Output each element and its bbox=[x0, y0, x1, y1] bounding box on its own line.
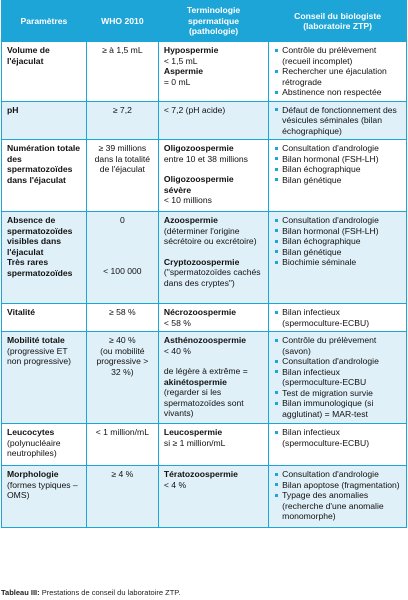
advice-cell bbox=[269, 212, 407, 304]
advice-item: Rechercher une éjaculation rétrograde bbox=[274, 66, 401, 87]
advice-cell bbox=[269, 466, 407, 528]
pathology-detail: entre 10 et 38 millions bbox=[163, 153, 248, 164]
advice-cell bbox=[269, 140, 407, 212]
advice-item: Consultation d'andrologie bbox=[274, 356, 401, 367]
who-cell bbox=[86, 424, 158, 466]
param-title: Absence de spermatozoïdes visibles dans l'éjaculat bbox=[7, 215, 73, 257]
advice-item: Bilan échographique bbox=[274, 164, 401, 175]
param-cell bbox=[2, 42, 87, 102]
pathology-term: Tératozoospermie bbox=[163, 469, 238, 479]
param-title-secondary: Très rares spermatozoïdes bbox=[7, 257, 73, 278]
pathology-term: Aspermie bbox=[163, 66, 204, 76]
table-row bbox=[2, 332, 407, 424]
caption-label: Tableau III: bbox=[1, 588, 40, 597]
param-title: Morphologie bbox=[7, 469, 59, 479]
advice-cell bbox=[269, 304, 407, 332]
who-value bbox=[92, 246, 153, 256]
who-cell bbox=[86, 466, 158, 528]
advice-item: Bilan échographique bbox=[274, 236, 401, 247]
spacer bbox=[164, 356, 263, 366]
advice-list bbox=[274, 215, 401, 268]
pathology-detail: < 10 millions bbox=[163, 195, 212, 205]
pathology-detail: si ≥ 1 million/mL bbox=[163, 437, 226, 448]
pathology-detail: < 4 % bbox=[163, 479, 187, 490]
param-title: Volume de l'éjaculat bbox=[7, 45, 50, 66]
who-value: (ou mobilité progressive > 32 %) bbox=[96, 345, 149, 377]
table-row bbox=[2, 424, 407, 466]
advice-item: Abstinence non respectée bbox=[274, 87, 401, 98]
pathology-detail: = 0 mL bbox=[163, 76, 191, 87]
terminology-cell bbox=[158, 140, 268, 212]
who-cell bbox=[86, 332, 158, 424]
caption-text: Prestations de conseil du laboratoire ZTP. bbox=[39, 588, 181, 597]
pathology-term: Azoospermie bbox=[163, 215, 218, 225]
terminology-cell bbox=[158, 304, 268, 332]
who-value: ≥ 7,2 bbox=[112, 104, 132, 115]
ztp-table bbox=[1, 0, 407, 528]
pathology-detail: < 40 % bbox=[163, 345, 191, 356]
advice-item: Bilan immunologique (si agglutinat) = MAR-test bbox=[274, 398, 401, 419]
who-cell bbox=[86, 42, 158, 102]
who-cell bbox=[86, 212, 158, 304]
advice-list bbox=[274, 427, 401, 448]
param-title: Numération totale des spermatozoïdes dans l'éjaculat bbox=[7, 143, 81, 185]
header-who: WHO 2010 bbox=[86, 1, 158, 42]
param-cell bbox=[2, 332, 87, 424]
pathology-term: Asthénozoospermie bbox=[163, 335, 247, 345]
pathology-detail: de légère à extrême = bbox=[163, 366, 248, 376]
pathology-term: Cryptozoospermie bbox=[163, 256, 240, 267]
advice-list bbox=[274, 45, 401, 98]
param-subtitle: (polynucléaire neutrophiles) bbox=[7, 437, 61, 458]
param-title: Mobilité totale bbox=[7, 335, 65, 345]
pathology-detail: (déterminer l'origine sécrétoire ou excrétoire) bbox=[163, 225, 257, 246]
advice-item: Bilan infectieux (spermoculture-ECBU) bbox=[274, 427, 401, 448]
advice-list bbox=[274, 335, 401, 419]
advice-cell bbox=[269, 42, 407, 102]
advice-item: Bilan hormonal (FSH-LH) bbox=[274, 226, 401, 237]
advice-item: Bilan génétique bbox=[274, 247, 401, 258]
pathology-detail: (regarder si les spermatozoïdes sont vivants) bbox=[163, 387, 244, 418]
who-value: ≥ 39 millions dans la totalité de l'éjaculat bbox=[94, 143, 151, 174]
advice-item: Bilan apoptose (fragmentation) bbox=[274, 480, 401, 491]
advice-item: Défaut de fonctionnement des vésicules séminales (bilan échographique) bbox=[274, 105, 401, 137]
table-row bbox=[2, 212, 407, 304]
header-advice: Conseil du biologiste (laboratoire ZTP) bbox=[269, 1, 407, 42]
who-value: ≥ 40 % bbox=[109, 335, 136, 345]
terminology-cell bbox=[158, 101, 268, 140]
pathology-detail: ("spermatozoïdes cachés dans des cryptes") bbox=[163, 267, 261, 288]
param-title: Leucocytes bbox=[7, 427, 55, 437]
spacer bbox=[164, 247, 263, 257]
param-title: pH bbox=[7, 104, 19, 115]
who-value bbox=[92, 226, 153, 236]
pathology-term: Oligozoospermie bbox=[163, 143, 234, 153]
who-value: < 100 000 bbox=[103, 265, 142, 276]
advice-cell bbox=[269, 101, 407, 140]
table-row bbox=[2, 140, 407, 212]
table-row bbox=[2, 304, 407, 332]
param-cell bbox=[2, 424, 87, 466]
advice-item: Bilan infectieux (spermoculture-ECBU) bbox=[274, 307, 401, 328]
advice-item: Bilan génétique bbox=[274, 175, 401, 186]
spacer bbox=[164, 164, 263, 174]
advice-item: Contrôle du prélèvement (recueil incomplet) bbox=[274, 45, 401, 66]
header-terminology: Terminologie spermatique (pathologie) bbox=[158, 1, 268, 42]
pathology-term: Hypospermie bbox=[163, 45, 219, 55]
pathology-term: akinétospermie bbox=[163, 376, 227, 387]
who-value: 0 bbox=[119, 215, 125, 225]
who-value bbox=[92, 236, 153, 246]
terminology-cell bbox=[158, 332, 268, 424]
pathology-term: Nécrozoospermie bbox=[163, 307, 237, 317]
table-row bbox=[2, 466, 407, 528]
advice-item: Bilan hormonal (FSH-LH) bbox=[274, 154, 401, 165]
advice-item: Consultation d'andrologie bbox=[274, 469, 401, 480]
param-subtitle: (formes typiques – OMS) bbox=[7, 479, 78, 500]
who-value: ≥ 58 % bbox=[109, 307, 136, 317]
pathology-term: Oligozoospermie sévère bbox=[163, 174, 234, 195]
terminology-cell bbox=[158, 466, 268, 528]
pathology-detail: < 58 % bbox=[163, 317, 191, 328]
who-cell bbox=[86, 304, 158, 332]
pathology-term: Leucospermie bbox=[163, 427, 223, 437]
advice-list bbox=[274, 143, 401, 185]
advice-list bbox=[274, 469, 401, 522]
pathology-detail: < 1,5 mL bbox=[163, 55, 198, 66]
advice-item: Test de migration survie bbox=[274, 388, 401, 399]
param-cell bbox=[2, 140, 87, 212]
param-cell bbox=[2, 101, 87, 140]
advice-item: Biochimie séminale bbox=[274, 257, 401, 268]
table-caption bbox=[1, 588, 180, 598]
table-row bbox=[2, 42, 407, 102]
terminology-cell bbox=[158, 42, 268, 102]
terminology-cell bbox=[158, 212, 268, 304]
table-row bbox=[2, 101, 407, 140]
who-cell bbox=[86, 140, 158, 212]
advice-cell bbox=[269, 424, 407, 466]
who-cell bbox=[86, 101, 158, 140]
table-header-row bbox=[2, 1, 407, 42]
who-value: ≥ à 1,5 mL bbox=[102, 45, 143, 55]
who-value bbox=[92, 256, 153, 266]
param-cell bbox=[2, 466, 87, 528]
who-value: ≥ 4 % bbox=[111, 469, 134, 479]
terminology-cell bbox=[158, 424, 268, 466]
advice-list bbox=[274, 105, 401, 137]
advice-item: Consultation d'andrologie bbox=[274, 215, 401, 226]
advice-item: Typage des anomalies (recherche d'une anomalie monomorphe) bbox=[274, 490, 401, 522]
advice-item: Contrôle du prélèvement (savon) bbox=[274, 335, 401, 356]
header-param: Paramètres bbox=[2, 1, 87, 42]
pathology-detail: < 7,2 (pH acide) bbox=[163, 104, 226, 115]
advice-item: Consultation d'andrologie bbox=[274, 143, 401, 154]
advice-item: Bilan infectieux (spermoculture-ECBU bbox=[274, 367, 401, 388]
advice-cell bbox=[269, 332, 407, 424]
param-cell bbox=[2, 212, 87, 304]
who-value: < 1 million/mL bbox=[95, 427, 149, 437]
param-title: Vitalité bbox=[7, 307, 36, 317]
param-subtitle: (progressive ET non progressive) bbox=[7, 345, 72, 366]
advice-list bbox=[274, 307, 401, 328]
param-cell bbox=[2, 304, 87, 332]
